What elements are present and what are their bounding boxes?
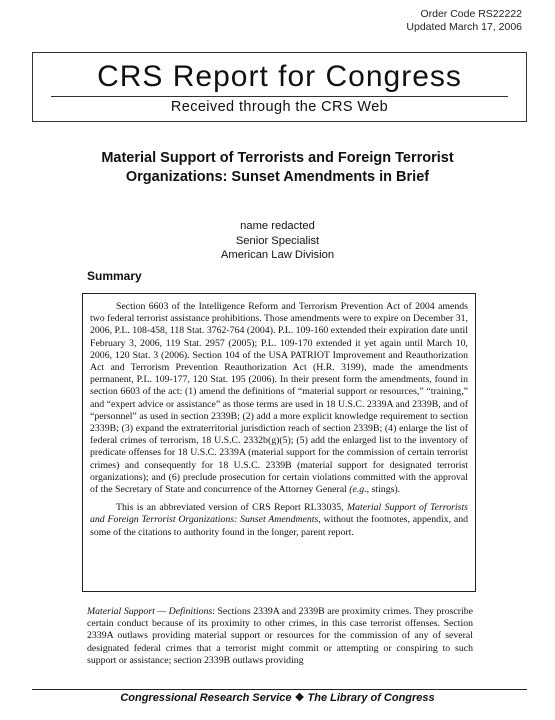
summary-text-1-end: stings). <box>371 484 401 496</box>
section-lead-in: Material Support — Definitions <box>87 606 213 617</box>
footer-divider <box>32 689 527 690</box>
document-title: Material Support of Terrorists and Foreign Terrorist Organizations: Sunset Amendments in Brief <box>101 150 454 185</box>
parent-report-reference: Material Support of Terrorists and Foreign Terrorist Organizations: Sunset Amendments, <box>90 502 468 526</box>
author-division: American Law Division <box>220 249 335 261</box>
summary-paragraph-1 <box>90 301 468 496</box>
footer-library: The Library of Congress <box>307 692 435 704</box>
author-title: Senior Specialist <box>235 234 320 247</box>
masthead-subtitle: Received through the CRS Web <box>170 99 389 115</box>
summary-box <box>82 293 476 592</box>
summary-text-2: This is an abbreviated version of CRS Report RL33035, <box>116 502 344 514</box>
body-text: : Sections 2339A and 2339B are proximity crimes. They proscribe certain conduct because of its proximity to other crimes, in this case terrorist offenses. Section 2339A outlaws providing material support or resources for the commission of any of several designated federal crimes that a terrorist might commit or attempting or conspiring to such support or assistance; section 2339B outlaws providing <box>87 606 473 666</box>
summary-heading: Summary <box>87 269 142 283</box>
author-block <box>0 219 555 263</box>
updated-date: Updated March 17, 2006 <box>406 21 522 33</box>
masthead-divider <box>51 96 508 97</box>
order-code-block <box>406 8 522 34</box>
body-paragraph <box>87 606 473 667</box>
order-code: Order Code RS22222 <box>420 8 522 20</box>
diamond-icon: ❖ <box>294 692 305 704</box>
summary-paragraph-2 <box>90 502 468 539</box>
masthead <box>32 52 527 122</box>
author-name: name redacted <box>240 220 315 232</box>
summary-text-1: Section 6603 of the Intelligence Reform and Terrorism Prevention Act of 2004 amends two federal terrorist assistance prohibitions. Those amendments were to expire on December 31, 2006, P.L. 108-458, 118 Stat. 3762-764 (2004). P.L. 109-160 extended their expiration date until February 3, 2006, 119 Stat. 2957 (2005); P.L. 109-170 extended it yet again until March 10, 2006, 120 Stat. 3 (2006). Section 104 of the USA PATRIOT Improvement and Reauthorization Act and Terrorism Prevention Reauthorization Act (H.R. 3199), made the amendments permanent, P.L. 109-177, 120 Stat. 195 (2006). In their present form the amendments, found in section 6603 of the act: (1) amend the definitions of “material support or resources,” “training,” and “expert advice or assistance” as those terms are used in 18 U.S.C. 2339A and 2339B, and of “personnel” as used in section 2339B; (2) add a more explicit knowledge requirement to section 2339B; (3) expand the extraterritorial jurisdiction reach of section 2339B; (4) enlarge the list of federal crimes of terrorism, 18 U.S.C. 2332b(g)(5); (5) add the enlarged list to the inventory of predicate offenses for 18 U.S.C. 2339A (material support for the commission of certain terrorist crimes) and consequently for 18 U.S.C. 2339B (material support for designated terrorist organizations); and (6) preclude prosecution for certain violations committed with the approval of the Secretary of State and concurrence of the Attorney General <box>90 301 468 496</box>
summary-text-2-end: without the footnotes, appendix, and some of the citations to authority found in the longer, parent report. <box>90 514 468 538</box>
summary-eg: (e.g., <box>349 484 370 496</box>
footer <box>0 691 555 705</box>
masthead-title: CRS Report for Congress <box>97 60 462 93</box>
footer-crs: Congressional Research Service <box>120 692 292 704</box>
